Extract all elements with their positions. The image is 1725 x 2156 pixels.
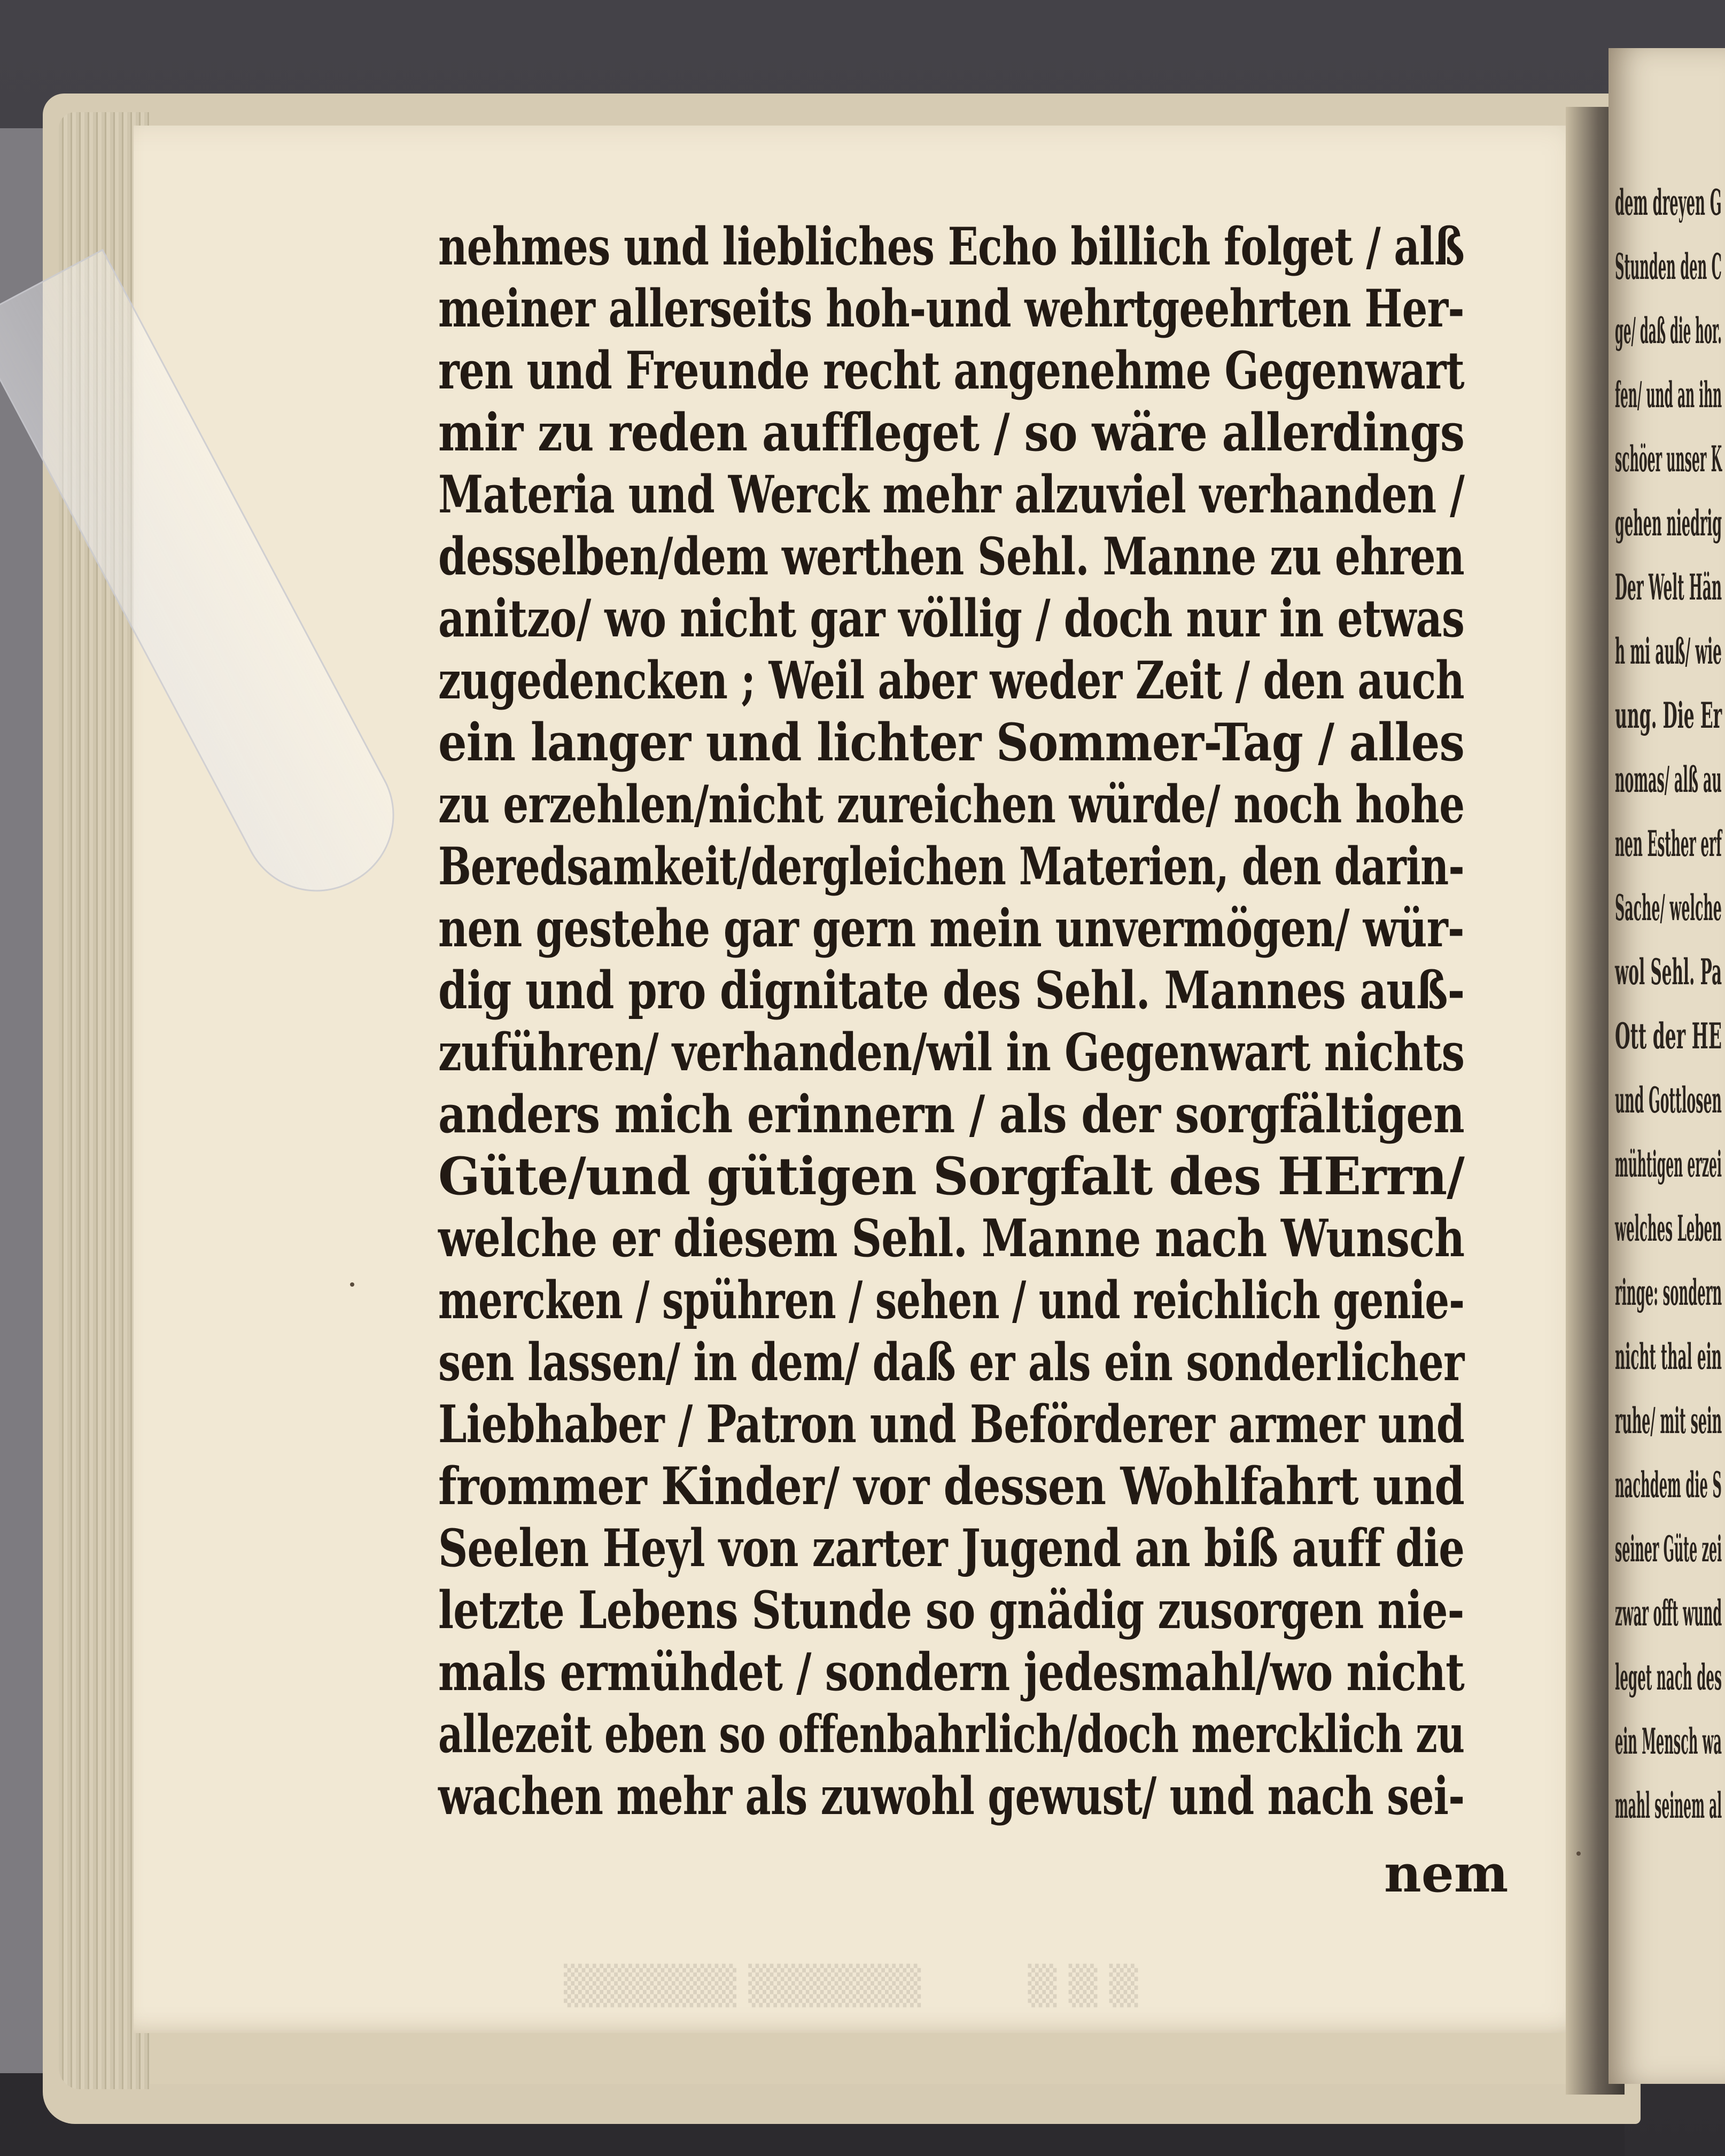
paper-speck (350, 1282, 354, 1287)
recto-text-line: nomas/ alß au (1615, 759, 1722, 800)
text-line: mir zu reden auffleget / so wäre allerdings (438, 402, 1465, 463)
recto-text-line: zwar offt wund (1615, 1592, 1722, 1634)
recto-text-line: nachdem die S (1615, 1464, 1722, 1506)
text-line: welche er diesem Sehl. Manne nach Wunsch (438, 1208, 1465, 1268)
recto-text-line: ringe: sondern (1615, 1272, 1722, 1313)
recto-text-line: seiner Güte zei (1615, 1528, 1722, 1570)
text-line: ren und Freunde recht angenehme Gegenwart (438, 340, 1464, 401)
recto-text-line: ung. Die Er (1615, 695, 1722, 736)
bleed-through-text: ▒▒▒▒▒▒ ▒▒▒▒▒▒ ▒ ▒ ▒ (564, 1964, 1138, 2007)
recto-text-line: Stunden den C (1615, 246, 1722, 287)
text-line: wachen mehr als zuwohl gewust/ und nach sei- (438, 1766, 1465, 1826)
recto-text-line: Der Welt Hän (1615, 566, 1722, 608)
text-line: mals ermühdet / sondern jedesmahl/wo nicht (438, 1642, 1464, 1702)
catchword: nem (1384, 1843, 1509, 1904)
text-line: Güte/und gütigen Sorgfalt des HErrn/ (438, 1146, 1464, 1207)
recto-text-line: Sache/ welche (1615, 887, 1722, 929)
text-line: frommer Kinder/ vor dessen Wohlfahrt und (438, 1456, 1465, 1516)
recto-text-line: ruhe/ mit sein (1615, 1400, 1722, 1442)
recto-text-line: ein Mensch wa (1615, 1721, 1722, 1762)
recto-text-line: ge/ daß die hor. (1615, 310, 1722, 352)
recto-text-line: nicht thal ein (1615, 1336, 1722, 1377)
recto-text-line: dem dreyen G (1615, 182, 1722, 223)
text-line: zugedencken ; Weil aber weder Zeit / den auch (438, 650, 1464, 711)
text-line: letzte Lebens Stunde so gnädig zusorgen nie- (438, 1580, 1464, 1640)
recto-page-strip (1609, 48, 1725, 2084)
text-line: Seelen Heyl von zarter Jugend an biß auff die (438, 1518, 1465, 1578)
recto-text-line: mahl seinem al (1615, 1785, 1722, 1826)
text-line: Liebhaber / Patron und Beförderer armer und (438, 1394, 1465, 1454)
text-line: Beredsamkeit/dergleichen Materien, den darin- (438, 836, 1464, 897)
text-line: ein langer und lichter Sommer-Tag / alles (438, 712, 1465, 773)
recto-text-line: h mi auß/ wie (1615, 631, 1722, 672)
text-line: meiner allerseits hoh-und wehrtgeehrten Her- (438, 278, 1464, 339)
text-line: allezeit eben so offenbahrlich/doch mercklich zu (438, 1704, 1465, 1764)
text-line: sen lassen/ in dem/ daß er als ein sonderlicher (438, 1332, 1464, 1392)
recto-text-line: mühtigen erzei (1615, 1143, 1722, 1185)
text-line: zuführen/ verhanden/wil in Gegenwart nichts (438, 1022, 1465, 1083)
recto-text-line: welches Leben (1615, 1208, 1722, 1249)
text-line: Materia und Werck mehr alzuviel verhanden / (438, 464, 1465, 525)
recto-text-line: nen Esther erf (1615, 823, 1722, 865)
recto-text-line: fen/ und an ihn (1615, 374, 1722, 416)
recto-text-line: und Gottlosen (1615, 1079, 1722, 1121)
recto-text-line: gehen niedrig (1615, 502, 1722, 544)
recto-text-line: Ott der HE (1615, 1015, 1722, 1057)
text-line: dig und pro dignitate des Sehl. Mannes auß- (438, 960, 1465, 1021)
paper-speck (1576, 1851, 1581, 1856)
text-line: anitzo/ wo nicht gar völlig / doch nur in etwas (438, 588, 1465, 649)
recto-text-line: wol Sehl. Pa (1615, 951, 1722, 993)
text-line: nehmes und liebliches Echo billich folget / alß (438, 216, 1465, 277)
text-line: zu erzehlen/nicht zureichen würde/ noch hohe (438, 774, 1465, 835)
text-line: anders mich erinnern / als der sorgfältigen (438, 1084, 1464, 1145)
text-line: mercken / spühren / sehen / und reichlich genie- (438, 1270, 1465, 1330)
recto-text-line: schöer unser K (1615, 438, 1722, 480)
text-line: nen gestehe gar gern mein unvermögen/ wür- (438, 898, 1464, 959)
recto-text-line: leget nach des (1615, 1656, 1722, 1698)
text-line: desselben/dem werthen Sehl. Manne zu ehren (438, 526, 1464, 587)
